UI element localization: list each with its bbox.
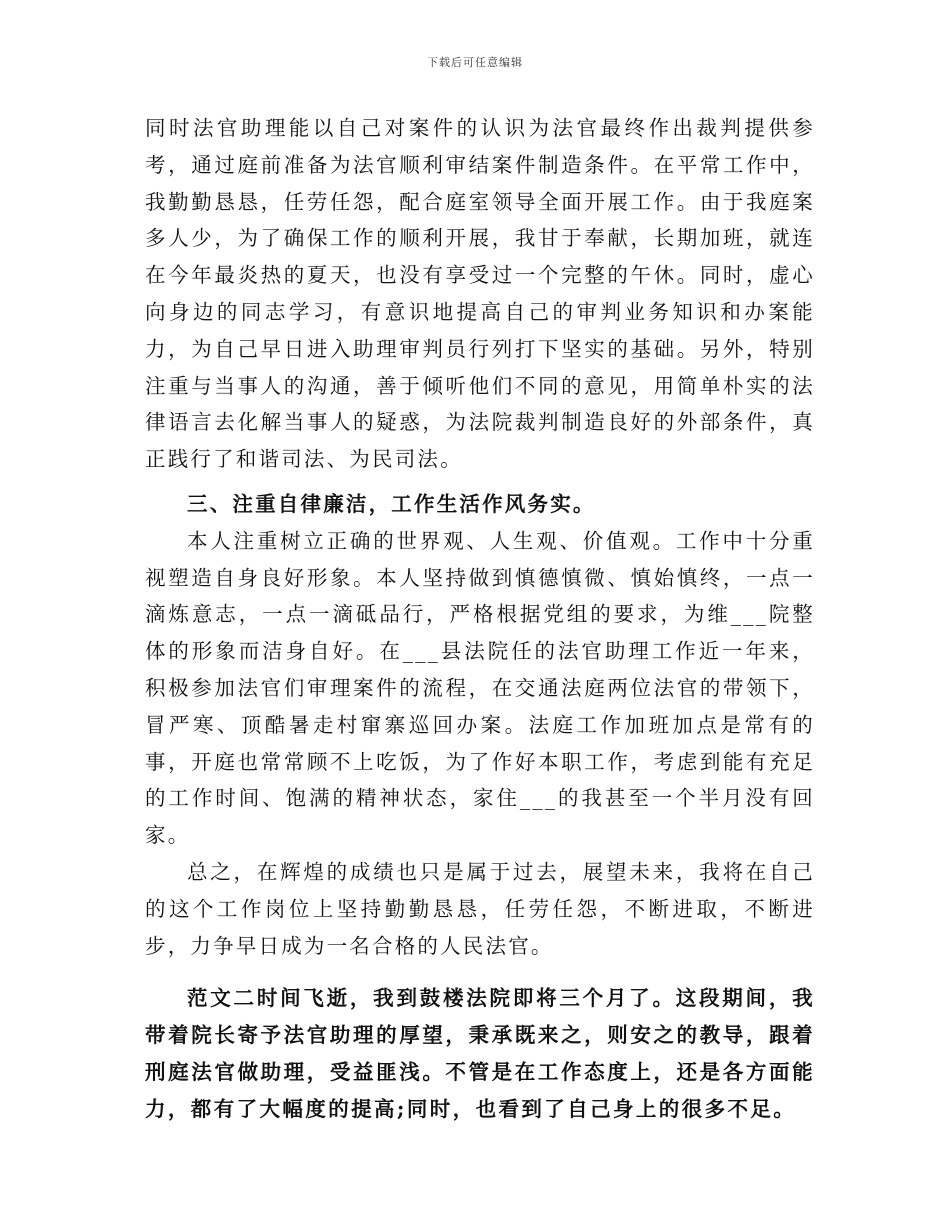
page-header-note: 下载后可任意编辑 [427, 56, 523, 69]
paragraph-continuation: 同时法官助理能以自己对案件的认识为法官最终作出裁判提供参考，通过庭前准备为法官顺利审结案件制造条件。在平常工作中，我勤勤恳恳，任劳任怨，配合庭室领导全面开展工作。由于我庭案多人少，为了确保工作的顺利开展，我甘于奉献，长期加班，就连在今年最炎热的夏天，也没有享受过一个完整的午休。同时，虚心向身边的同志学习，有意识地提高自己的审判业务知识和办案能力，为自己早日进入助理审判员行列打下坚实的基础。另外，特别注重与当事人的沟通，善于倾听他们不同的意见，用简单朴实的法律语言去化解当事人的疑惑，为法院裁判制造良好的外部条件，真正践行了和谐司法、为民司法。 [145, 116, 815, 472]
paragraph-self-discipline: 本人注重树立正确的世界观、人生观、价值观。工作中十分重视塑造自身良好形象。本人坚持做到慎德慎微、慎始慎终，一点一滴炼意志，一点一滴砥品行，严格根据党组的要求，为维___院整体的形象而洁身自好。在___县法院任的法官助理工作近一年来，积极参加法官们审理案件的流程，在交通法庭两位法官的带领下，冒严寒、顶酷暑走村窜寨巡回办案。法庭工作加班加点是常有的事，开庭也常常顾不上吃饭，为了作好本职工作，考虑到能有充足的工作时间、饱满的精神状态，家住___的我甚至一个半月没有回家。 [145, 528, 815, 848]
section-heading-3: 三、注重自律廉洁，工作生活作风务实。 [187, 491, 596, 516]
paragraph-conclusion: 总之，在辉煌的成绩也只是属于过去，展望未来，我将在自己的这个工作岗位上坚持勤勤恳恳，任劳任怨，不断进取，不断进步，力争早日成为一名合格的人民法官。 [145, 859, 815, 958]
document-body [145, 110, 815, 1128]
sample-essay-two: 范文二时间飞逝，我到鼓楼法院即将三个月了。这段期间，我带着院长寄予法官助理的厚望，秉承既来之，则安之的教导，跟着刑庭法官做助理，受益匪浅。不管是在工作态度上，还是各方面能力，都有了大幅度的提高;同时，也看到了自己身上的很多不足。 [145, 986, 815, 1122]
